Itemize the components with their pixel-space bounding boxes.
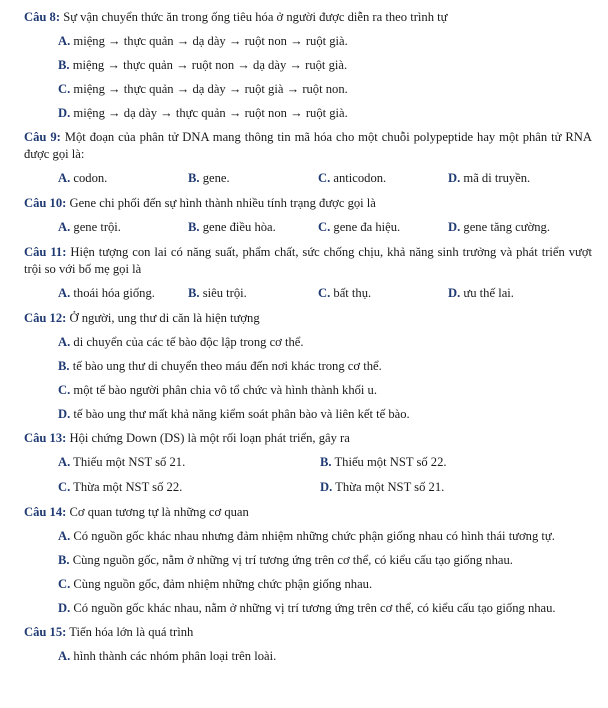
question-14 [24, 504, 592, 617]
option-text: tế bào ung thư mất khả năng kiểm soát phân bào và liên kết tế bào. [70, 407, 410, 421]
question-number: Câu 9: [24, 130, 61, 144]
option-text: bất thụ. [330, 286, 372, 300]
option-text: Thiếu một NST số 21. [70, 455, 186, 469]
option-text: thoái hóa giống. [70, 286, 155, 300]
option-a[interactable] [58, 285, 188, 302]
option-letter: A. [58, 34, 71, 48]
options-row [58, 454, 592, 471]
option-letter: D. [320, 480, 333, 494]
option-d[interactable] [448, 285, 514, 302]
question-11 [24, 244, 592, 302]
question-number: Câu 14: [24, 505, 67, 519]
option-b[interactable] [188, 285, 318, 302]
option-text: anticodon. [330, 171, 387, 185]
option-text: codon. [70, 171, 108, 185]
option-c[interactable] [318, 219, 448, 236]
option-text: mã di truyền. [460, 171, 531, 185]
option-letter: A. [58, 649, 71, 663]
question-10 [24, 195, 592, 236]
question-stem [24, 244, 592, 278]
option-a[interactable] [58, 334, 592, 351]
option-a[interactable] [58, 454, 320, 471]
option-c[interactable] [58, 81, 592, 98]
question-number: Câu 10: [24, 196, 67, 210]
option-text: ưu thế lai. [460, 286, 514, 300]
question-stem [24, 310, 592, 327]
question-number: Câu 11: [24, 245, 67, 259]
question-text: Hiện tượng con lai có năng suất, phẩm chất, sức chống chịu, khả năng sinh trưởng và phát triển vượt trội so với bố mẹ gọi là [24, 245, 592, 276]
option-b[interactable] [58, 552, 592, 569]
question-stem [24, 624, 592, 641]
option-text: gene trội. [70, 220, 121, 234]
option-a[interactable] [58, 33, 592, 50]
option-a[interactable] [58, 648, 592, 665]
option-c[interactable] [318, 170, 448, 187]
options-row [58, 170, 592, 187]
question-9 [24, 129, 592, 187]
option-text: miệng → thực quản → dạ dày → ruột già → ruột non. [70, 82, 348, 96]
option-letter: C. [318, 286, 331, 300]
option-text: Có nguồn gốc khác nhau nhưng đảm nhiệm những chức phận giống nhau có hình thái tương tự. [70, 529, 555, 543]
option-text: Cùng nguồn gốc, đảm nhiệm những chức phận giống nhau. [70, 577, 373, 591]
question-text: Một đoạn của phân tử DNA mang thông tin mã hóa cho một chuỗi polypeptide hay một phân tử RNA được gọi là: [24, 130, 592, 161]
question-8 [24, 9, 592, 122]
option-text: Có nguồn gốc khác nhau, nằm ở những vị trí tương ứng trên cơ thể, có kiểu cấu tạo giống nhau. [70, 601, 556, 615]
option-letter: B. [58, 359, 70, 373]
option-letter: D. [58, 601, 71, 615]
question-number: Câu 15: [24, 625, 67, 639]
option-text: siêu trội. [199, 286, 247, 300]
question-stem [24, 129, 592, 163]
option-c[interactable] [58, 479, 320, 496]
option-letter: D. [448, 286, 461, 300]
option-b[interactable] [58, 358, 592, 375]
option-letter: C. [318, 220, 331, 234]
question-number: Câu 12: [24, 311, 67, 325]
option-d[interactable] [58, 406, 592, 423]
option-b[interactable] [188, 170, 318, 187]
options-row [58, 285, 592, 302]
option-text: miệng → thực quản → ruột non → dạ dày → ruột già. [69, 58, 348, 72]
question-stem [24, 195, 592, 212]
option-c[interactable] [58, 382, 592, 399]
options-row [58, 219, 592, 236]
option-text: di chuyển của các tế bào độc lập trong cơ thể. [70, 335, 304, 349]
option-letter: C. [58, 383, 71, 397]
option-text: miệng → dạ dày → thực quản → ruột non → ruột già. [70, 106, 348, 120]
option-letter: A. [58, 220, 71, 234]
option-d[interactable] [58, 105, 592, 122]
option-letter: B. [320, 455, 332, 469]
option-text: tế bào ung thư di chuyển theo máu đến nơi khác trong cơ thể. [69, 359, 382, 373]
option-letter: A. [58, 171, 71, 185]
option-letter: A. [58, 455, 71, 469]
option-d[interactable] [448, 219, 550, 236]
question-text: Tiến hóa lớn là quá trình [66, 625, 194, 639]
option-letter: C. [318, 171, 331, 185]
option-letter: D. [58, 407, 71, 421]
option-a[interactable] [58, 170, 188, 187]
option-text: gene đa hiệu. [330, 220, 401, 234]
question-number: Câu 8: [24, 10, 61, 24]
option-text: Thiếu một NST số 22. [331, 455, 447, 469]
option-letter: B. [188, 220, 200, 234]
option-text: một tế bào người phân chia vô tổ chức và hình thành khối u. [70, 383, 378, 397]
option-c[interactable] [318, 285, 448, 302]
option-b[interactable] [58, 57, 592, 74]
question-stem [24, 9, 592, 26]
question-15 [24, 624, 592, 665]
option-letter: D. [448, 220, 461, 234]
question-text: Gene chi phối đến sự hình thành nhiều tính trạng được gọi là [66, 196, 376, 210]
question-12 [24, 310, 592, 423]
option-letter: A. [58, 335, 71, 349]
question-text: Cơ quan tương tự là những cơ quan [66, 505, 249, 519]
option-d[interactable] [58, 600, 592, 617]
option-text: miệng → thực quản → dạ dày → ruột non → ruột già. [70, 34, 348, 48]
option-letter: D. [448, 171, 461, 185]
option-letter: C. [58, 577, 71, 591]
question-stem [24, 504, 592, 521]
question-stem [24, 430, 592, 447]
options-row [58, 479, 592, 496]
option-text: hình thành các nhóm phân loại trên loài. [70, 649, 277, 663]
option-letter: C. [58, 82, 71, 96]
option-d[interactable] [448, 170, 530, 187]
option-letter: A. [58, 529, 71, 543]
option-a[interactable] [58, 528, 592, 545]
option-letter: B. [58, 553, 70, 567]
option-d[interactable] [320, 479, 582, 496]
option-text: Thừa một NST số 22. [70, 480, 183, 494]
question-text: Sự vận chuyển thức ăn trong ống tiêu hóa ở người được diễn ra theo trình tự [60, 10, 448, 24]
option-letter: A. [58, 286, 71, 300]
option-text: Cùng nguồn gốc, nằm ở những vị trí tương ứng trên cơ thể, có kiểu cấu tạo giống nhau. [69, 553, 513, 567]
option-b[interactable] [320, 454, 582, 471]
option-text: gene tăng cường. [460, 220, 550, 234]
option-c[interactable] [58, 576, 592, 593]
option-letter: B. [58, 58, 70, 72]
question-text: Ở người, ung thư di căn là hiện tượng [66, 311, 260, 325]
option-letter: B. [188, 286, 200, 300]
option-letter: D. [58, 106, 71, 120]
option-a[interactable] [58, 219, 188, 236]
option-text: gene điều hòa. [199, 220, 276, 234]
question-number: Câu 13: [24, 431, 67, 445]
option-letter: C. [58, 480, 71, 494]
question-text: Hội chứng Down (DS) là một rối loạn phát triển, gây ra [66, 431, 350, 445]
option-b[interactable] [188, 219, 318, 236]
option-text: Thừa một NST số 21. [332, 480, 445, 494]
option-text: gene. [199, 171, 230, 185]
question-13 [24, 430, 592, 496]
option-letter: B. [188, 171, 200, 185]
